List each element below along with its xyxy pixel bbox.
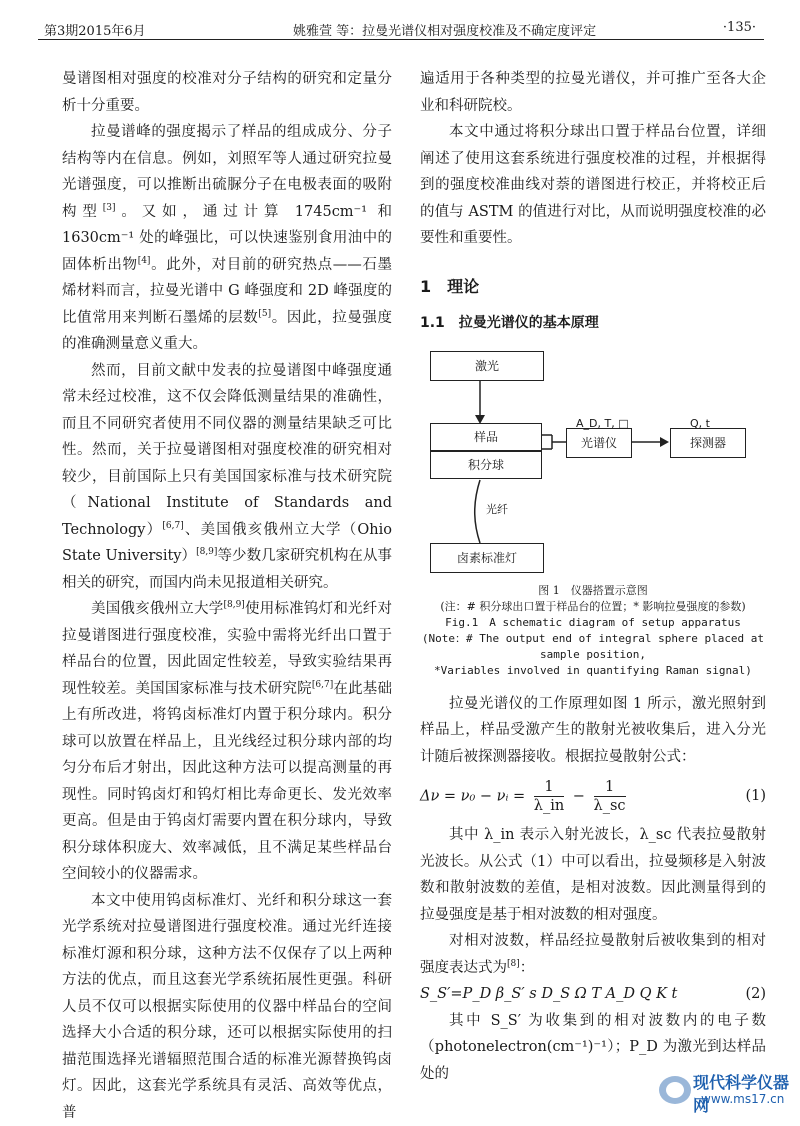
citation: [8,9]: [223, 600, 244, 610]
left-column: [62, 66, 392, 1126]
spectrometer-params: A_D, T, □: [576, 411, 629, 438]
paragraph: 本文中使用钨卤标准灯、光纤和积分球这一套光学系统对拉曼谱图进行强度校准。通过光纤连接标准灯源和积分球，这种方法不仅保存了以上两种方法的优点，而且这套光学系统拓展性更强。科研人员不仅可以根据实际使用的仪器中样品台的空间选择大小合适的积分球，还可以根据实际使用的扫描范围选择光谱辐照范围合适的标准光源替换钨卤灯。因此，这套光学系统具有灵活、高效等优点，普: [62, 888, 392, 1126]
citation: [6,7]: [162, 521, 183, 531]
figure-caption: [420, 583, 766, 679]
right-column: [420, 66, 766, 1087]
running-title: 姚雅萱 等：拉曼光谱仪相对强度校准及不确定度评定: [293, 20, 596, 39]
fiber-label: 光纤: [486, 497, 508, 524]
caption-en-note2: *Variables involved in quantifying Raman signal): [420, 663, 766, 679]
equation-1: Δν = ν₀ − νᵢ = $\frac{1}{\lambda\_in}$ − $\frac{1}{\lambda\_sc}$ (1): [420, 770, 766, 822]
paragraph: 拉曼谱峰的强度揭示了样品的组成成分、分子结构等内在信息。例如，刘照军等人通过研究拉曼光谱强度，可以推断出硫脲分子在电极表面的吸附构型[3]。又如，通过计算 1745cm⁻¹ 和 1630cm⁻¹ 处的峰强比，可以快速鉴别食用油中的固体析出物[4]。此外，对目前的研究热点——石墨烯材料而言，拉曼光谱中 G 峰强度和 2D 峰强度的比值常用来判断石墨烯的层数[5]。因此，拉曼强度的准确测量意义重大。: [62, 119, 392, 358]
citation: [6,7]: [312, 680, 333, 690]
site-watermark: [655, 1066, 800, 1112]
caption-en-note: (Note：# The output end of integral sphere placed at sample position,: [420, 631, 766, 663]
watermark-url: www.ms17.cn: [701, 1092, 784, 1106]
citation: [8]: [507, 959, 520, 969]
paragraph: 美国俄亥俄州立大学[8,9]使用标准钨灯和光纤对拉曼谱图进行强度校准，实验中需将光纤出口置于样品台的位置，因此固定性较差，导致实验结果再现性较差。美国国家标准与技术研究院[6,7]在此基础上有所改进，将钨卤标准灯内置于积分球内。积分球可以放置在样品上，且光线经过积分球内部的均匀分布后才射出，因此这种方法可以提高测量的再现性。同时钨卤灯和钨灯相比寿命更长、发光效率更高。但是由于钨卤灯需要内置在积分球内，导致积分球体积庞大、效率减低，且不满足某些样品台空间较小的仪器需求。: [62, 596, 392, 888]
citation: [4]: [138, 256, 151, 266]
paragraph: 然而，目前文献中发表的拉曼谱图中峰强度通常未经过校准，这不仅会降低测量结果的准确性，而且不同研究者使用不同仪器的测量结果缺乏可比性。然而，关于拉曼谱图相对强度校准的研究相对较少，目前国际上只有美国国家标准与技术研究院（National Institute of Standards and Technology）[6,7]、美国俄亥俄州立大学（Ohio State University）[8,9]等少数几家研究机构在从事相关的研究，而国内尚未见报道相关研究。: [62, 358, 392, 597]
citation: [3]: [103, 203, 116, 213]
spectrometer-box: 光谱仪: [566, 428, 632, 458]
watermark-cn: 现代科学仪器网: [693, 1070, 800, 1116]
detector-box: 探测器: [670, 428, 746, 458]
issue-info: 第3期2015年6月: [44, 20, 146, 39]
laser-box: 激光: [430, 351, 544, 381]
section-heading: 1 理论: [420, 274, 766, 301]
paragraph: 其中 λ_in 表示入射光波长，λ_sc 代表拉曼散射光波长。从公式（1）中可以看出，拉曼频移是入射波数和散射波数的差值，是相对波数。因此测量得到的拉曼强度是基于相对波数的相对强度。: [420, 822, 766, 928]
equation-number: (1): [745, 783, 766, 810]
halogen-lamp-box: 卤素标准灯: [430, 543, 544, 573]
eq1-lhs: Δν = ν₀ − νᵢ =: [420, 788, 525, 804]
paragraph: 曼谱图相对强度的校准对分子结构的研究和定量分析十分重要。: [62, 66, 392, 119]
paragraph: 其中 S_S′ 为收集到的相对波数内的电子数（photonelectron(cm⁻¹)⁻¹）；P_D 为激光到达样品处的: [420, 1008, 766, 1088]
paragraph: 拉曼光谱仪的工作原理如图 1 所示，激光照射到样品上，样品受激产生的散射光被收集后，进入分光计随后被探测器接收。根据拉曼散射公式：: [420, 691, 766, 771]
header-rule: [38, 39, 764, 40]
fraction: $\frac{1}{\lambda\_sc}$: [594, 778, 626, 815]
caption-cn-note: (注：# 积分球出口置于样品台的位置；* 影响拉曼强度的参数): [420, 599, 766, 615]
caption-cn: 图 1 仪器搭置示意图: [420, 583, 766, 599]
citation: [5]: [258, 309, 271, 319]
paragraph: 遍适用于各种类型的拉曼光谱仪，并可推广至各大企业和科研院校。: [420, 66, 766, 119]
setup-diagram: [420, 345, 766, 583]
paragraph: 本文中通过将积分球出口置于样品台位置，详细阐述了使用这套系统进行强度校准的过程，并根据得到的强度校准曲线对萘的谱图进行校正，并将校正后的值与 ASTM 的值进行对比，从而说明强度校准的必要性和重要性。: [420, 119, 766, 252]
equation-2: S_S′=P_D β_S′ s D_S Ω T A_D Q K t (2): [420, 981, 766, 1008]
citation: [8,9]: [196, 547, 217, 557]
paragraph: 对相对波数，样品经拉曼散射后被收集到的相对强度表达式为[8]：: [420, 928, 766, 981]
integrating-sphere-box: 积分球: [430, 451, 542, 479]
sample-box: 样品: [430, 423, 542, 451]
equation-number: (2): [745, 981, 766, 1008]
page-number: ·135·: [723, 20, 756, 35]
running-header: [38, 14, 764, 38]
subsection-heading: 1.1 拉曼光谱仪的基本原理: [420, 310, 766, 337]
fraction: $\frac{1}{\lambda\_in}$: [534, 778, 564, 815]
detector-params: Q, t: [690, 411, 710, 438]
caption-en: Fig.1 A schematic diagram of setup apparatus: [420, 615, 766, 631]
